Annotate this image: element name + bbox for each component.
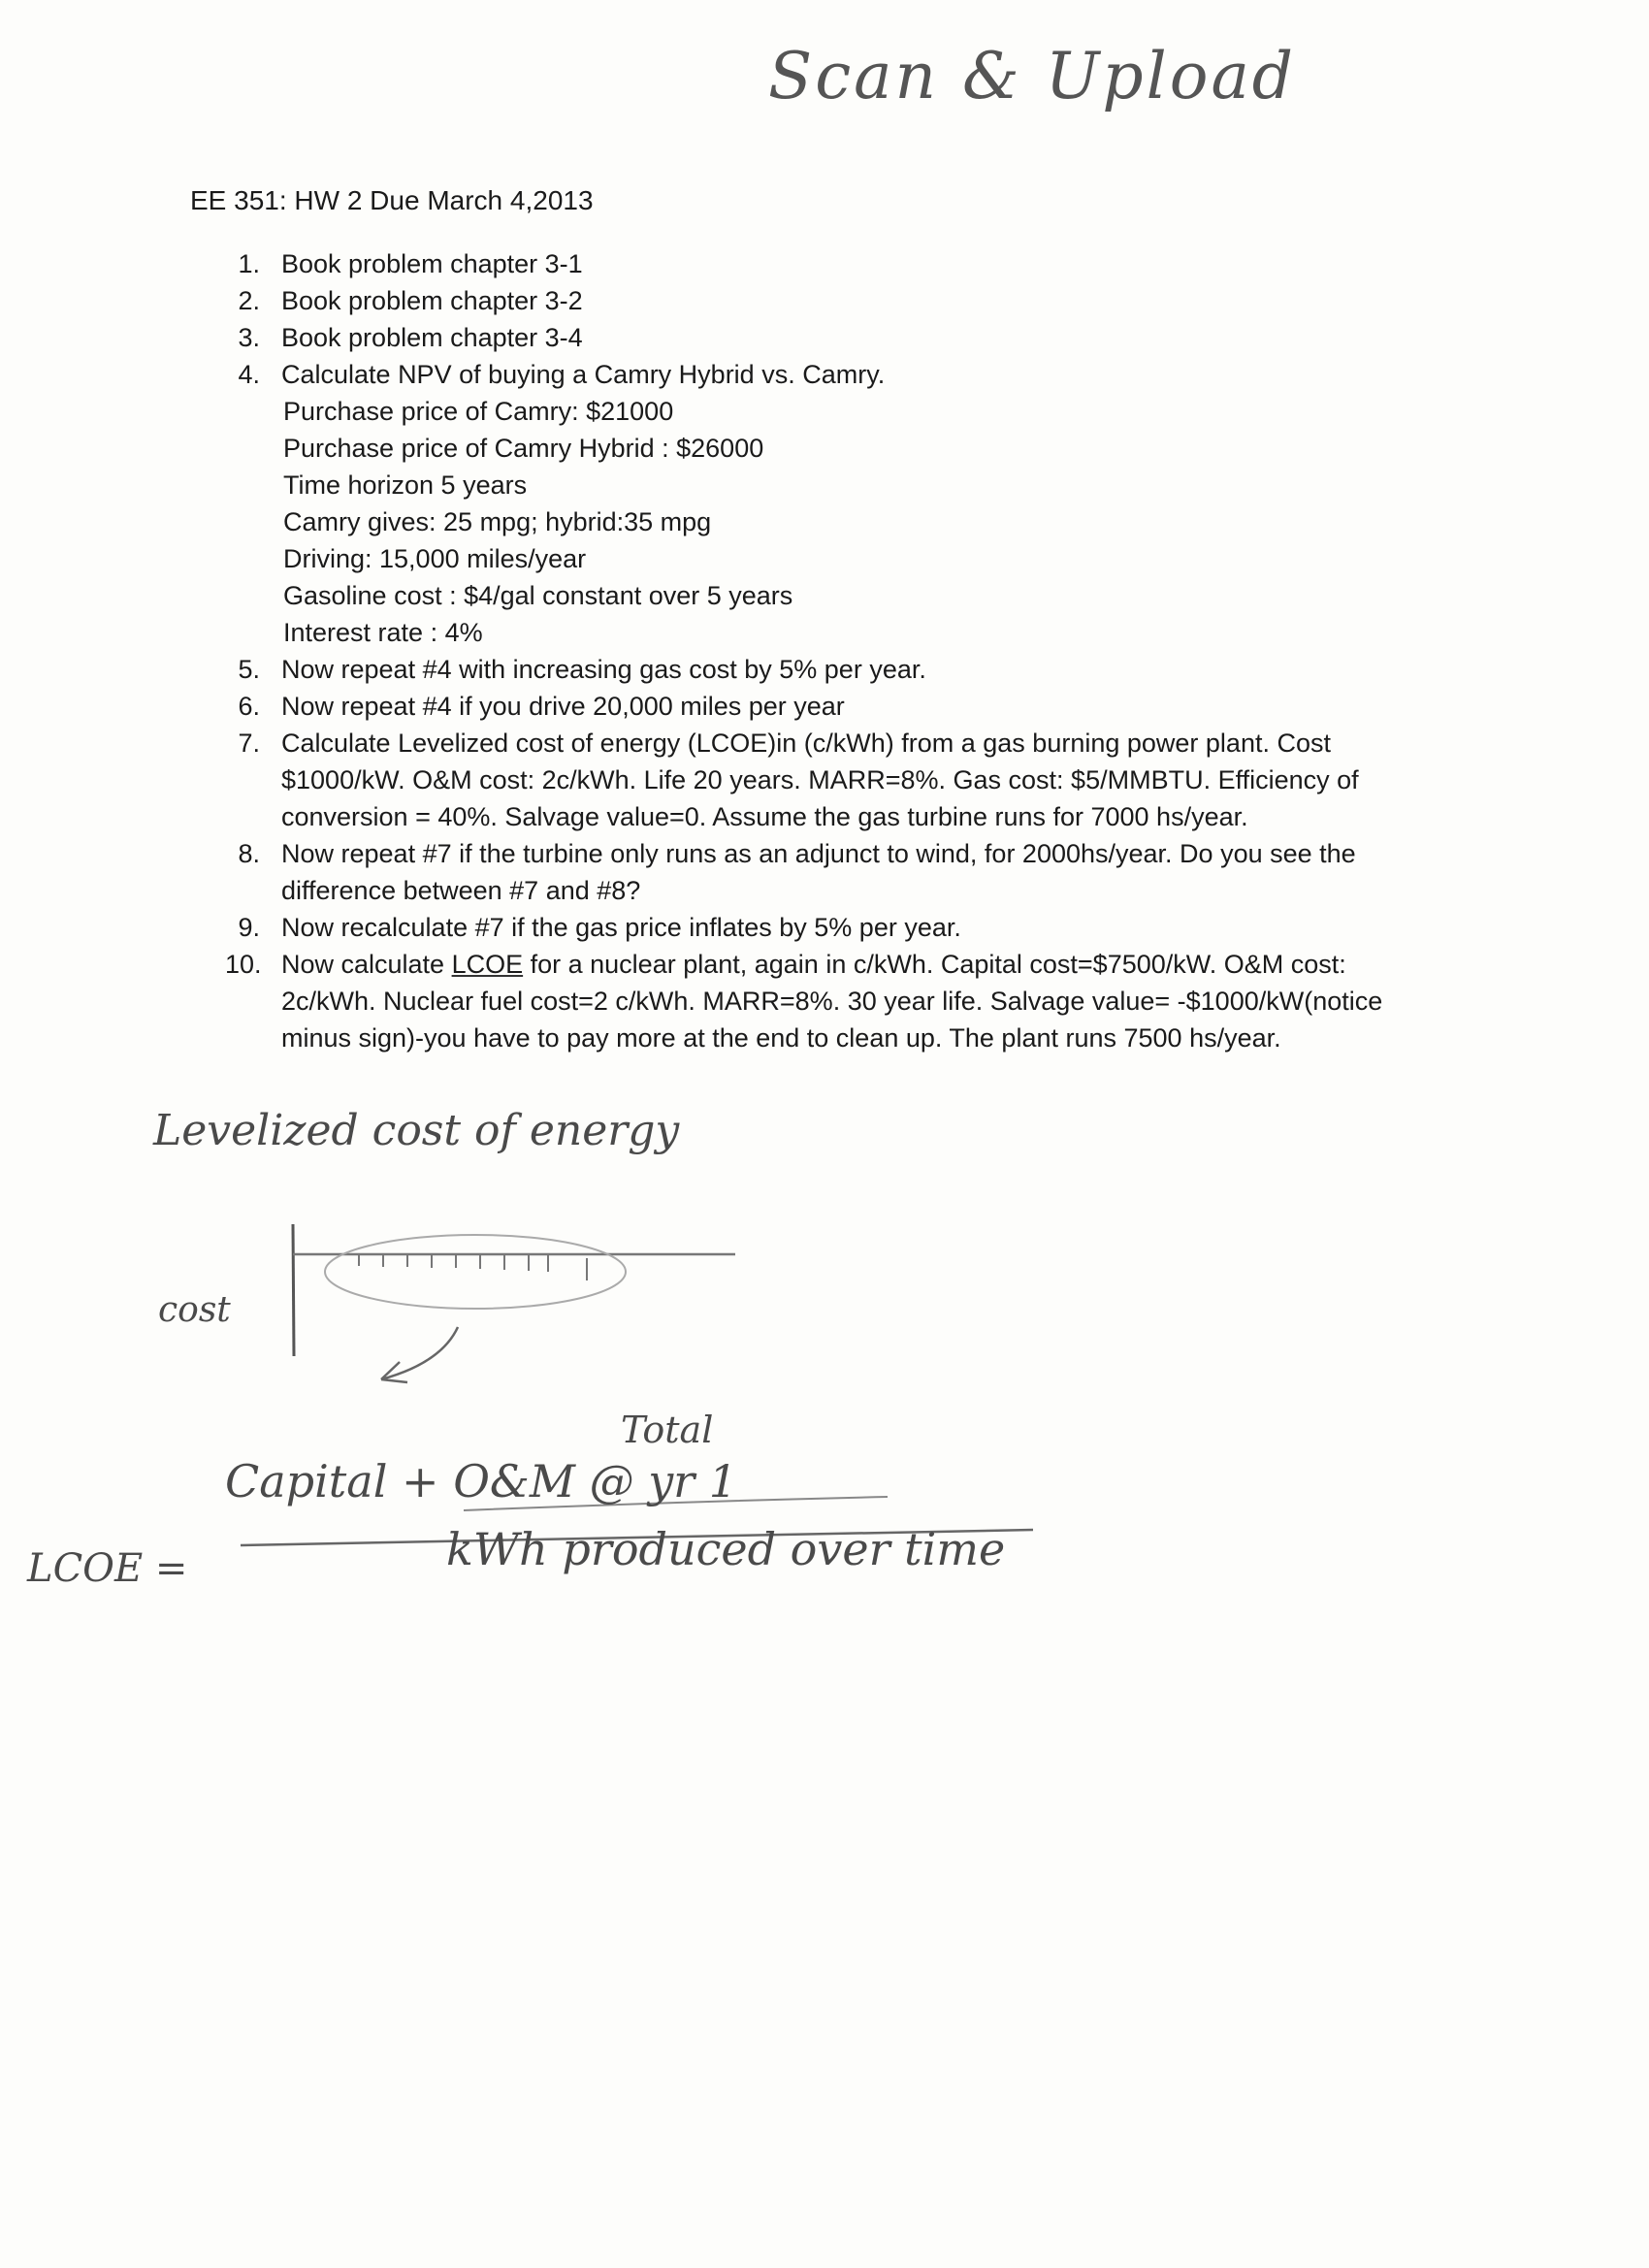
problem-item bbox=[225, 725, 1447, 835]
handwritten-total-label: Total bbox=[621, 1409, 714, 1451]
problem-detail: Driving: 15,000 miles/year bbox=[283, 544, 587, 573]
handwritten-lcoe-heading: Levelized cost of energy bbox=[153, 1106, 680, 1155]
problem-number: 3. bbox=[238, 323, 260, 352]
problem-text: Now repeat #4 if you drive 20,000 miles per year bbox=[281, 692, 845, 721]
problem-text: Calculate NPV of buying a Camry Hybrid vs. Camry. bbox=[281, 360, 886, 389]
problem-number: 9. bbox=[238, 913, 260, 942]
problem-number: 10. bbox=[225, 950, 262, 979]
problem-item bbox=[225, 835, 1447, 909]
sketch-arrow bbox=[381, 1327, 458, 1382]
sketch-cost-ticks bbox=[359, 1254, 587, 1280]
assignment-header: EE 351: HW 2 Due March 4,2013 bbox=[190, 185, 594, 215]
problem-number: 4. bbox=[238, 360, 260, 389]
problem-number: 7. bbox=[238, 729, 260, 758]
problem-item bbox=[225, 282, 1447, 319]
handwritten-lcoe-denominator: kWh produced over time bbox=[446, 1523, 1006, 1575]
problem-detail: Gasoline cost : $4/gal constant over 5 years bbox=[283, 581, 793, 610]
problem-item bbox=[225, 245, 1447, 282]
problem-item bbox=[225, 946, 1447, 1056]
sketch-vertical-axis bbox=[293, 1224, 294, 1356]
problem-text: Book problem chapter 3-2 bbox=[281, 286, 583, 315]
problem-item bbox=[225, 651, 1447, 688]
problem-item bbox=[225, 688, 1447, 725]
problem-text: Now repeat #4 with increasing gas cost by 5% per year. bbox=[281, 655, 926, 684]
problem-item bbox=[225, 356, 1447, 651]
problem-text: Calculate Levelized cost of energy (LCOE)in (c/kWh) from a gas burning power plant. Cost $1000/kW. O&M cost: 2c/kWh. Life 20 years. MARR=8%. Gas cost: $5/MMBTU. Efficiency of conversion = 40%. Salvage value=0. Assume the gas turbine runs for 7000 hs/year. bbox=[281, 729, 1359, 831]
handwritten-lcoe-label: LCOE = bbox=[27, 1546, 188, 1591]
handwritten-cost-label: cost bbox=[158, 1290, 231, 1330]
problem-list bbox=[225, 245, 1447, 1056]
problem-detail: Purchase price of Camry: $21000 bbox=[283, 397, 674, 426]
problem-text: Now recalculate #7 if the gas price inflates by 5% per year. bbox=[281, 913, 961, 942]
problem-number: 2. bbox=[238, 286, 260, 315]
lcoe-underlined-term: LCOE bbox=[451, 950, 524, 979]
problem-number: 5. bbox=[238, 655, 260, 684]
sketch-circle-around-costs bbox=[325, 1235, 626, 1309]
problem-text-after: for a nuclear plant, again in c/kWh. Capital cost=$7500/kW. O&M cost: 2c/kWh. Nuclear fuel cost=2 c/kWh. MARR=8%. 30 year life. Salvage value= -$1000/kW(notice minus sign)-you have to pay more at the end to clean up. The plant runs 7500 hs/year. bbox=[281, 950, 1383, 1053]
problem-number: 6. bbox=[238, 692, 260, 721]
handwritten-lcoe-numerator: Capital + O&M @ yr 1 bbox=[225, 1455, 738, 1507]
problem-text-before: Now calculate bbox=[281, 950, 452, 979]
problem-number: 8. bbox=[238, 839, 260, 868]
problem-text: Book problem chapter 3-1 bbox=[281, 249, 583, 278]
problem-text: Book problem chapter 3-4 bbox=[281, 323, 583, 352]
problem-detail: Camry gives: 25 mpg; hybrid:35 mpg bbox=[283, 507, 712, 536]
problem-detail: Time horizon 5 years bbox=[283, 470, 528, 500]
problem-number: 1. bbox=[238, 249, 260, 278]
problem-text: Now repeat #7 if the turbine only runs as an adjunct to wind, for 2000hs/year. Do you see the difference between #7 and #8? bbox=[281, 839, 1356, 905]
problem-item bbox=[225, 319, 1447, 356]
problem-detail: Interest rate : 4% bbox=[283, 618, 483, 647]
handwritten-scan-upload-note: Scan & Upload bbox=[768, 39, 1297, 113]
problem-detail: Purchase price of Camry Hybrid : $26000 bbox=[283, 434, 764, 463]
problem-item bbox=[225, 909, 1447, 946]
